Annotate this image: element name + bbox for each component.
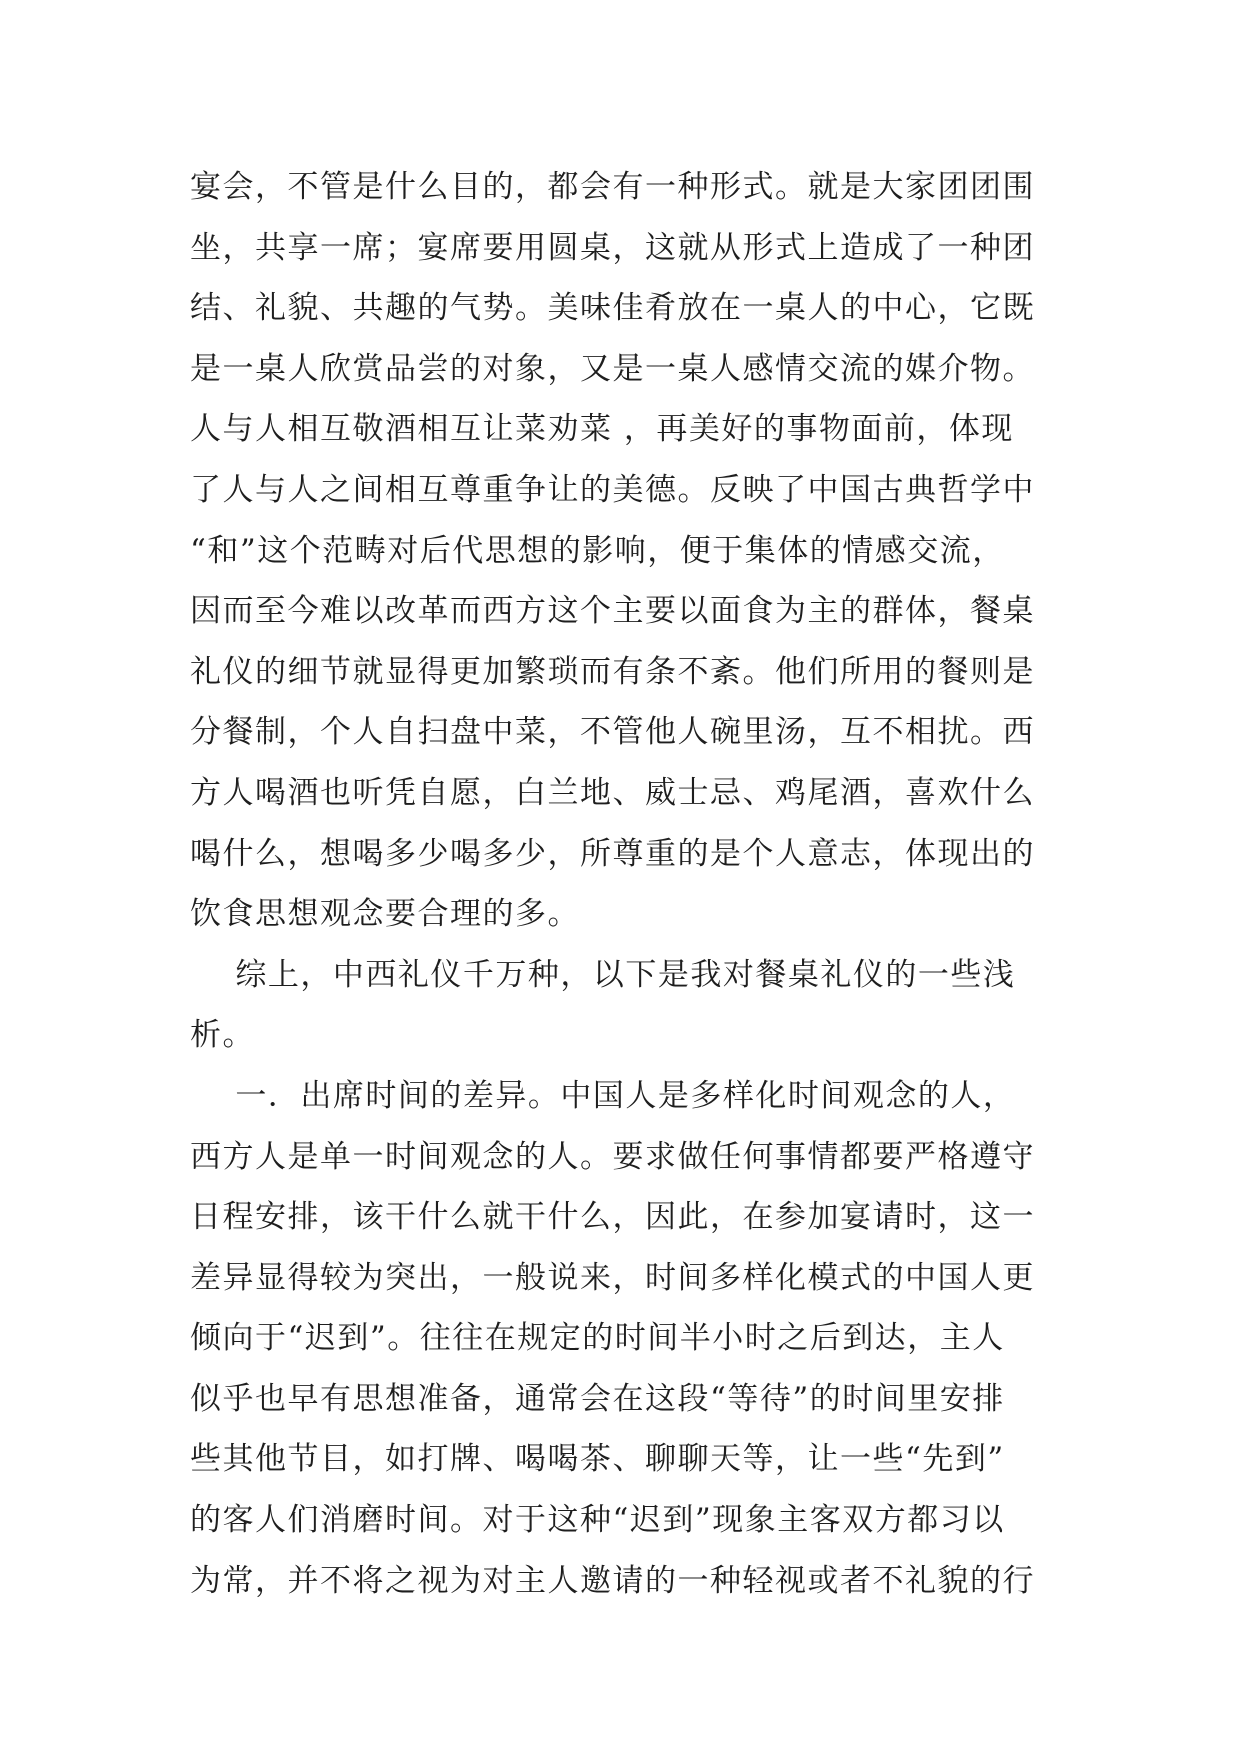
text-line: 的客人们消磨时间。对于这种“迟到”现象主客双方都习以 (190, 1502, 1005, 1539)
text-line: 分餐制，个人自扫盘中菜，不管他人碗里汤，互不相扰。西 (190, 714, 1035, 751)
text-line: 了人与人之间相互尊重争让的美德。反映了中国古典哲学中 (190, 471, 1035, 508)
text-line: 是一桌人欣赏品尝的对象，又是一桌人感情交流的媒介物。 (190, 350, 1035, 387)
text-line: 方人喝酒也听凭自愿，白兰地、威士忌、鸡尾酒，喜欢什么 (190, 774, 1035, 811)
text-line: 人与人相互敬酒相互让菜劝菜 ，再美好的事物面前，体现 (190, 411, 1014, 448)
paragraph-start-line: 一．出席时间的差异。中国人是多样化时间观念的人， (190, 1077, 1016, 1114)
text-line: 些其他节目，如打牌、喝喝茶、聊聊天等，让一些“先到” (190, 1441, 1005, 1478)
text-line: 为常，并不将之视为对主人邀请的一种轻视或者不礼貌的行 (190, 1562, 1035, 1599)
text-line: 似乎也早有思想准备，通常会在这段“等待”的时间里安排 (190, 1380, 1005, 1417)
text-line: 喝什么，想喝多少喝多少，所尊重的是个人意志，体现出的 (190, 835, 1035, 872)
text-line: 西方人是单一时间观念的人。要求做任何事情都要严格遵守 (190, 1138, 1035, 1175)
text-line: 坐，共享一席；宴席要用圆桌，这就从形式上造成了一种团 (190, 229, 1035, 266)
text-line: “和”这个范畴对后代思想的影响，便于集体的情感交流， (190, 532, 1005, 569)
text-line: 结、礼貌、共趣的气势。美味佳肴放在一桌人的中心，它既 (190, 290, 1035, 327)
text-line: 倾向于“迟到”。往往在规定的时间半小时之后到达，主人 (190, 1320, 1005, 1357)
text-line: 饮食思想观念要合理的多。 (190, 896, 580, 933)
text-line: 礼仪的细节就显得更加繁琐而有条不紊。他们所用的餐则是 (190, 653, 1035, 690)
paragraph-start-line: 综上，中西礼仪千万种，以下是我对餐桌礼仪的一些浅 (190, 956, 1016, 993)
text-line: 因而至今难以改革而西方这个主要以面食为主的群体，餐桌 (190, 593, 1035, 630)
text-line: 日程安排，该干什么就干什么，因此，在参加宴请时，这一 (190, 1199, 1035, 1236)
text-line: 析。 (190, 1017, 255, 1054)
text-line: 差异显得较为突出，一般说来，时间多样化模式的中国人更 (190, 1259, 1035, 1296)
text-line: 宴会，不管是什么目的，都会有一种形式。就是大家团团围 (190, 169, 1035, 205)
body-text (190, 157, 1070, 1611)
